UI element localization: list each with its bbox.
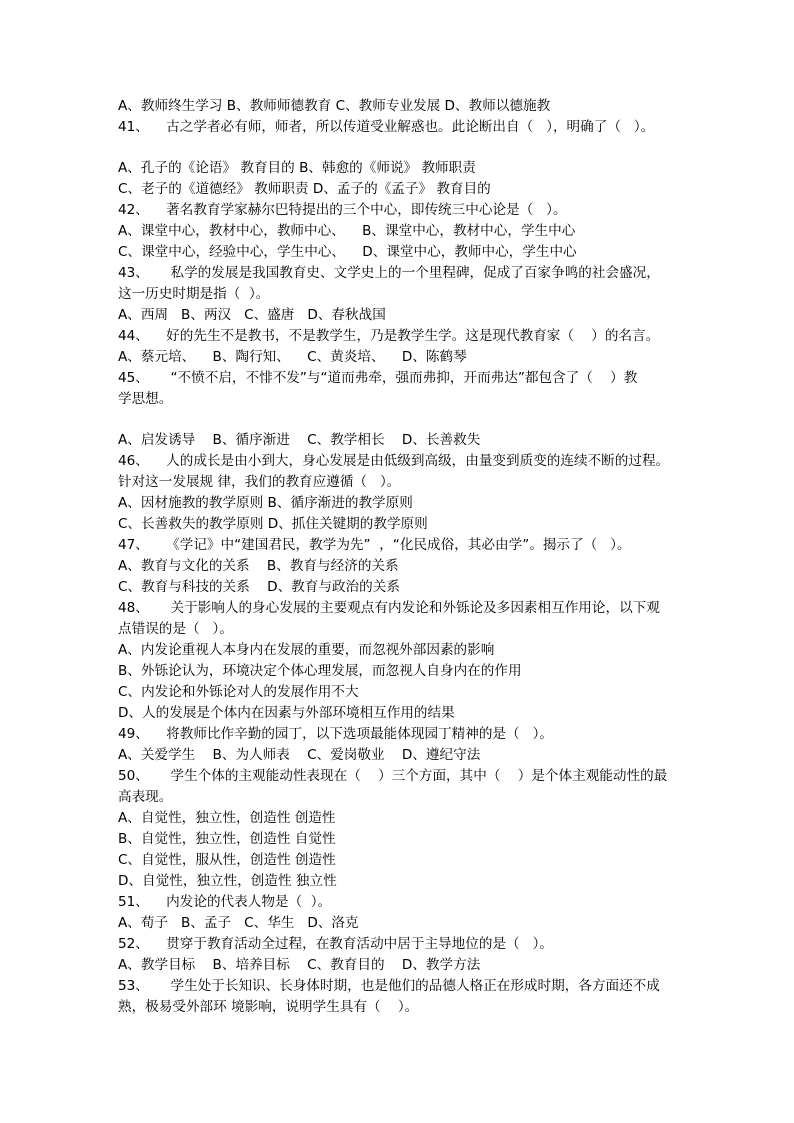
text-line: A、教育与文化的关系 B、教育与经济的关系 (118, 558, 399, 574)
question-45: 45、 “不愤不启，不悱不发”与“道而弗牵，强而弗抑，开而弗达”都包含了（ ）教 (118, 370, 638, 386)
question-49: 49、 将教师比作辛勤的园丁，以下选项最能体现园丁精神的是（ ）。 (118, 726, 553, 742)
text-line: A、荀子 B、孟子 C、华生 D、洛克 (118, 915, 359, 931)
text-line: 针对这一发展规 律，我们的教育应遵循（ ）。 (118, 474, 401, 490)
text-line: B、自觉性，独立性，创造性 自觉性 (118, 831, 336, 847)
text-line: A、启发诱导 B、循序渐进 C、教学相长 D、长善救失 (118, 432, 481, 448)
question-52: 52、 贯穿于教育活动全过程，在教育活动中居于主导地位的是（ ）。 (118, 936, 553, 952)
question-50: 50、 学生个体的主观能动性表现在（ ）三个方面，其中（ ）是个体主观能动性的最 (118, 768, 668, 784)
text-line: A、自觉性，独立性，创造性 创造性 (118, 810, 336, 826)
question-53: 53、 学生处于长知识、长身体时期，也是他们的品德人格正在形成时期，各方面还不成 (118, 978, 660, 994)
text-line: A、因材施教的教学原则 B、循序渐进的教学原则 (118, 495, 413, 511)
question-48: 48、 关于影响人的身心发展的主要观点有内发论和外铄论及多因素相互作用论，以下观 (118, 600, 660, 616)
text-line: C、内发论和外铄论对人的发展作用不大 (118, 684, 359, 700)
text-line: A、孔子的《论语》 教育目的 B、韩愈的《师说》 教师职责 (118, 160, 476, 176)
text-line: A、蔡元培、 B、陶行知、 C、黄炎培、 D、陈鹤琴 (118, 349, 467, 365)
text-line: A、西周 B、两汉 C、盛唐 D、春秋战国 (118, 307, 386, 323)
question-43: 43、 私学的发展是我国教育史、文学史上的一个里程碑，促成了百家争鸣的社会盛况， (118, 265, 660, 281)
text-line: C、课堂中心，经验中心，学生中心、 D、课堂中心，教师中心，学生中心 (118, 244, 577, 260)
text-line: 熟，极易受外部环 境影响，说明学生具有（ ）。 (118, 999, 419, 1015)
question-42: 42、 著名教育学家赫尔巴特提出的三个中心，即传统三中心论是（ ）。 (118, 202, 567, 218)
text-line: A、教学目标 B、培养目标 C、教育目的 D、教学方法 (118, 957, 481, 973)
text-line: C、教育与科技的关系 D、教育与政治的关系 (118, 579, 400, 595)
text-line: D、人的发展是个体内在因素与外部环境相互作用的结果 (118, 705, 455, 721)
text-line: A、教师终生学习 B、教师师德教育 C、教师专业发展 D、教师以德施教 (118, 98, 551, 114)
question-47: 47、 《学记》中“建国君民，教学为先” ，“化民成俗，其必由学”。揭示了（ ）。 (118, 537, 631, 553)
question-46: 46、 人的成长是由小到大，身心发展是由低级到高级，由量变到质变的连续不断的过程。 (118, 453, 670, 469)
text-line: D、自觉性，独立性，创造性 独立性 (118, 873, 337, 889)
question-51: 51、 内发论的代表人物是（ ）。 (118, 894, 332, 910)
text-line: 点错误的是（ ）。 (118, 621, 233, 637)
text-line: A、课堂中心，教材中心，教师中心、 B、课堂中心，教材中心，学生中心 (118, 223, 576, 239)
text-line: C、长善救失的教学原则 D、抓住关键期的教学原则 (118, 516, 428, 532)
text-line: A、关爱学生 B、为人师表 C、爱岗敬业 D、遵纪守法 (118, 747, 481, 763)
text-line: C、老子的《道德经》 教师职责 D、孟子的《孟子》 教育目的 (118, 181, 491, 197)
question-44: 44、 好的先生不是教书，不是教学生，乃是教学生学。这是现代教育家（ ）的名言。 (118, 328, 660, 344)
question-41: 41、 古之学者必有师，师者，所以传道受业解惑也。此论断出自（ ），明确了（ ）。 (118, 119, 655, 135)
text-line: 高表现。 (118, 789, 173, 805)
text-line: B、外铄论认为，环境决定个体心理发展，而忽视人自身内在的作用 (118, 663, 522, 679)
text-line: 这一历史时期是指（ ）。 (118, 286, 270, 302)
text-line: C、自觉性，服从性，创造性 创造性 (118, 852, 336, 868)
text-line: A、内发论重视人本身内在发展的重要，而忽视外部因素的影响 (118, 642, 495, 658)
text-line: 学思想。 (118, 391, 173, 407)
